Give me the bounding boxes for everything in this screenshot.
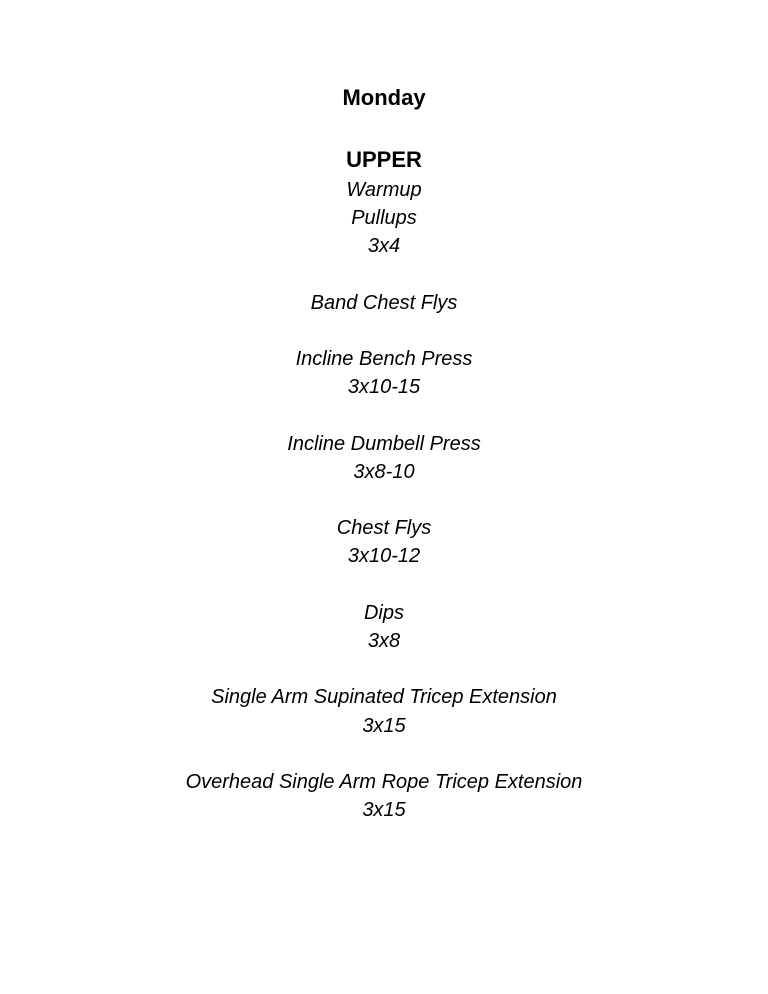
warmup-sets: 3x4: [367, 235, 401, 258]
warmup-label: Warmup: [346, 179, 422, 201]
exercise-sets: 3x10-15: [347, 376, 421, 399]
exercise-sets: 3x15: [362, 799, 406, 822]
exercise-name: Incline Bench Press: [295, 348, 473, 371]
section-heading: UPPER: [346, 147, 422, 172]
exercise-sets: 3x8-10: [353, 460, 415, 483]
spacer: [0, 261, 768, 289]
day-heading: Monday: [342, 85, 426, 110]
exercise-name: Dips: [363, 601, 404, 624]
spacer: [0, 571, 768, 599]
exercise-sets: 3x15: [362, 714, 406, 737]
exercise-sets: 3x8: [367, 630, 401, 652]
spacer: [0, 317, 768, 345]
exercise-name: Band Chest Flys: [310, 291, 458, 314]
spacer: [0, 740, 768, 768]
spacer: [0, 486, 768, 514]
spacer: [0, 402, 768, 430]
exercise-name: Chest Flys: [336, 517, 432, 540]
spacer: [0, 655, 768, 683]
exercise-name: Single Arm Supinated Tricep Extension: [211, 686, 557, 709]
exercise-list: [0, 176, 768, 824]
exercise-sets: 3x10-12: [347, 545, 421, 568]
exercise-name: Incline Dumbell Press: [287, 432, 481, 455]
exercise-name: Overhead Single Arm Rope Tricep Extension: [185, 770, 583, 793]
warmup-exercise: Pullups: [351, 207, 417, 230]
